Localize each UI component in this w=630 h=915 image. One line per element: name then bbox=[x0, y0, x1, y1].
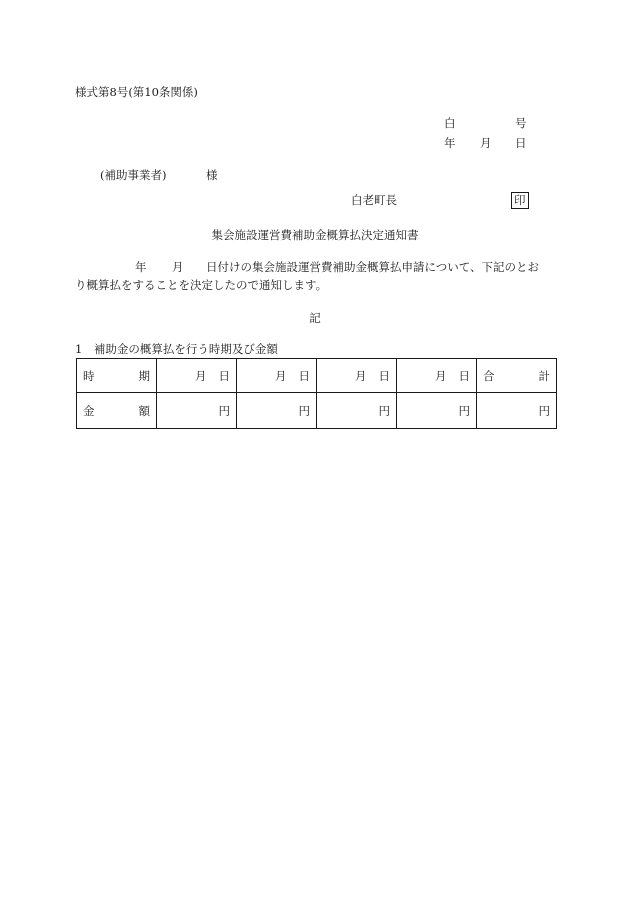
month-label: 月 bbox=[275, 368, 287, 383]
yen-label: 円 bbox=[538, 403, 550, 418]
amount-label-char-1: 金 bbox=[83, 403, 95, 418]
amount-cell-2 bbox=[237, 393, 317, 429]
amount-cell-4 bbox=[397, 393, 477, 429]
day-label: 日 bbox=[218, 368, 230, 383]
recipient-name: (補助事業者) bbox=[100, 168, 167, 182]
amount-cell-1 bbox=[157, 393, 237, 429]
form-number: 様式第8号(第10条関係) bbox=[75, 85, 198, 99]
ki-heading: 記 bbox=[309, 311, 321, 325]
issuer-name: 白老町長 bbox=[351, 193, 397, 207]
body-line-1-text: 日付けの集会施設運営費補助金概算払申請について、下記のとお bbox=[206, 260, 540, 274]
date-day-label: 日 bbox=[515, 136, 527, 150]
date-year-label: 年 bbox=[444, 136, 456, 150]
total-label-cell bbox=[477, 359, 557, 393]
month-label: 月 bbox=[195, 368, 207, 383]
day-label: 日 bbox=[378, 368, 390, 383]
period-label-char-2: 期 bbox=[138, 368, 150, 383]
amount-total-cell bbox=[477, 393, 557, 429]
yen-label: 円 bbox=[458, 403, 470, 418]
yen-label: 円 bbox=[298, 403, 310, 418]
document-title: 集会施設運営費補助金概算払決定通知書 bbox=[211, 228, 419, 242]
section-1-heading: 1 補助金の概算払を行う時期及び金額 bbox=[75, 342, 278, 356]
date-month-label: 月 bbox=[480, 136, 492, 150]
body-year-label: 年 bbox=[135, 260, 147, 274]
table-row-period bbox=[77, 359, 557, 393]
yen-label: 円 bbox=[378, 403, 390, 418]
period-cell-3 bbox=[317, 359, 397, 393]
amount-label-cell bbox=[77, 393, 157, 429]
period-cell-2 bbox=[237, 359, 317, 393]
body-month-label: 月 bbox=[172, 260, 184, 274]
body-line-2: り概算払をすることを決定したので通知します。 bbox=[75, 278, 328, 292]
period-cell-1 bbox=[157, 359, 237, 393]
day-label: 日 bbox=[298, 368, 310, 383]
schedule-table bbox=[76, 358, 557, 429]
month-label: 月 bbox=[435, 368, 447, 383]
period-cell-4 bbox=[397, 359, 477, 393]
month-label: 月 bbox=[355, 368, 367, 383]
recipient-honorific: 様 bbox=[206, 168, 218, 182]
amount-cell-3 bbox=[317, 393, 397, 429]
total-label-char-2: 計 bbox=[538, 368, 550, 383]
period-label-cell bbox=[77, 359, 157, 393]
period-label-char-1: 時 bbox=[83, 368, 95, 383]
day-label: 日 bbox=[458, 368, 470, 383]
amount-label-char-2: 額 bbox=[138, 403, 150, 418]
yen-label: 円 bbox=[218, 403, 230, 418]
total-label-char-1: 合 bbox=[483, 368, 495, 383]
doc-number-suffix: 号 bbox=[515, 116, 527, 130]
body-line-1 bbox=[75, 262, 555, 276]
table-row-amount bbox=[77, 393, 557, 429]
doc-number-prefix: 白 bbox=[444, 116, 456, 130]
seal-mark: 印 bbox=[511, 192, 529, 209]
